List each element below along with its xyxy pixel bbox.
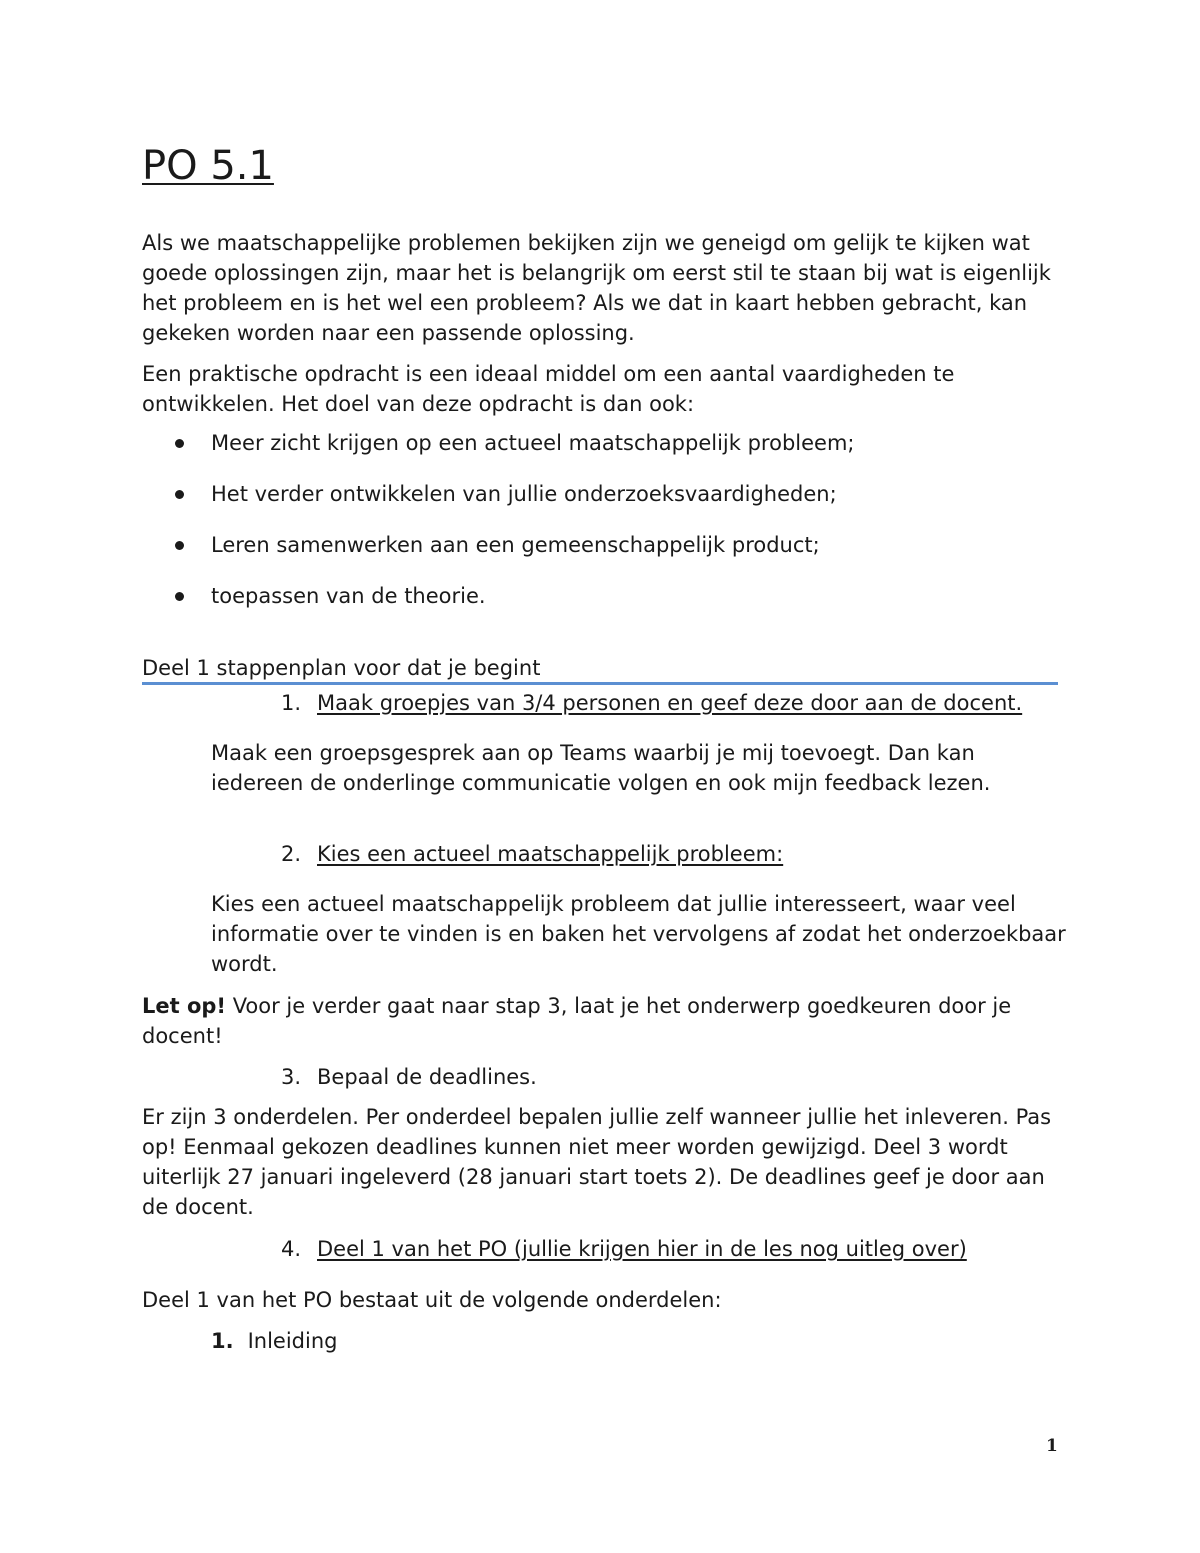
- intro-paragraph: Als we maatschappelijke problemen bekijken zijn we geneigd om gelijk te kijken wat goede oplossingen zijn, maar het is belangrijk om eerst stil te staan bij wat is eigenlijk het probleem en is het wel een probleem? Als we dat in kaart hebben gebracht, kan gekeken worden naar een passende oplossing.: [142, 231, 1051, 345]
- step-number: 4.: [281, 1237, 302, 1261]
- step-body: Deel 1 van het PO bestaat uit de volgende onderdelen:: [142, 1288, 722, 1312]
- step-body: Maak een groepsgesprek aan op Teams waarbij je mij toevoegt. Dan kan iedereen de onderlinge communicatie volgen en ook mijn feedback lezen.: [211, 741, 991, 795]
- step-number: 3.: [281, 1065, 302, 1089]
- page-number: 1: [1046, 1436, 1058, 1456]
- document-title: PO 5.1: [142, 143, 274, 189]
- note-label: Let op!: [142, 994, 227, 1018]
- section-heading: Deel 1 stappenplan voor dat je begint: [142, 656, 541, 680]
- intro-paragraph: Een praktische opdracht is een ideaal middel om een aantal vaardigheden te ontwikkelen. Het doel van deze opdracht is dan ook:: [142, 362, 955, 416]
- list-item: [0, 581, 1200, 613]
- bullet-icon: [175, 439, 184, 448]
- step-title: Bepaal de deadlines.: [317, 1065, 537, 1089]
- step-title: Deel 1 van het PO (jullie krijgen hier in de les nog uitleg over): [317, 1237, 967, 1261]
- list-item-text: Leren samenwerken aan een gemeenschappelijk product;: [211, 533, 820, 557]
- bullet-icon: [175, 541, 184, 550]
- step-number: 1.: [281, 691, 302, 715]
- step-title: Maak groepjes van 3/4 personen en geef deze door aan de docent.: [317, 691, 1023, 715]
- list-item-text: Meer zicht krijgen op een actueel maatschappelijk probleem;: [211, 431, 855, 455]
- bullet-icon: [175, 490, 184, 499]
- note-paragraph: [142, 991, 1072, 1051]
- subpart-label: Inleiding: [247, 1329, 338, 1353]
- list-item-text: Het verder ontwikkelen van jullie onderzoeksvaardigheden;: [211, 482, 837, 506]
- list-item: [0, 479, 1200, 511]
- step-body: Er zijn 3 onderdelen. Per onderdeel bepalen jullie zelf wanneer jullie het inleveren. Pas op! Eenmaal gekozen deadlines kunnen niet meer worden gewijzigd. Deel 3 wordt uiterlijk 27 januari ingeleverd (28 januari start toets 2). De deadlines geef je door aan de docent.: [142, 1105, 1052, 1219]
- bullet-icon: [175, 592, 184, 601]
- step-title: Kies een actueel maatschappelijk probleem:: [317, 842, 784, 866]
- subpart-number: 1.: [211, 1329, 234, 1353]
- list-item-text: toepassen van de theorie.: [211, 584, 486, 608]
- step-body: Kies een actueel maatschappelijk probleem dat jullie interesseert, waar veel informatie over te vinden is en baken het vervolgens af zodat het onderzoekbaar wordt.: [211, 892, 1066, 976]
- note-text: Voor je verder gaat naar stap 3, laat je het onderwerp goedkeuren door je docent!: [142, 994, 1012, 1048]
- list-item: [0, 530, 1200, 562]
- heading-divider: [142, 682, 1058, 685]
- list-item: [0, 428, 1200, 460]
- step-number: 2.: [281, 842, 302, 866]
- subpart-item: [211, 1326, 338, 1356]
